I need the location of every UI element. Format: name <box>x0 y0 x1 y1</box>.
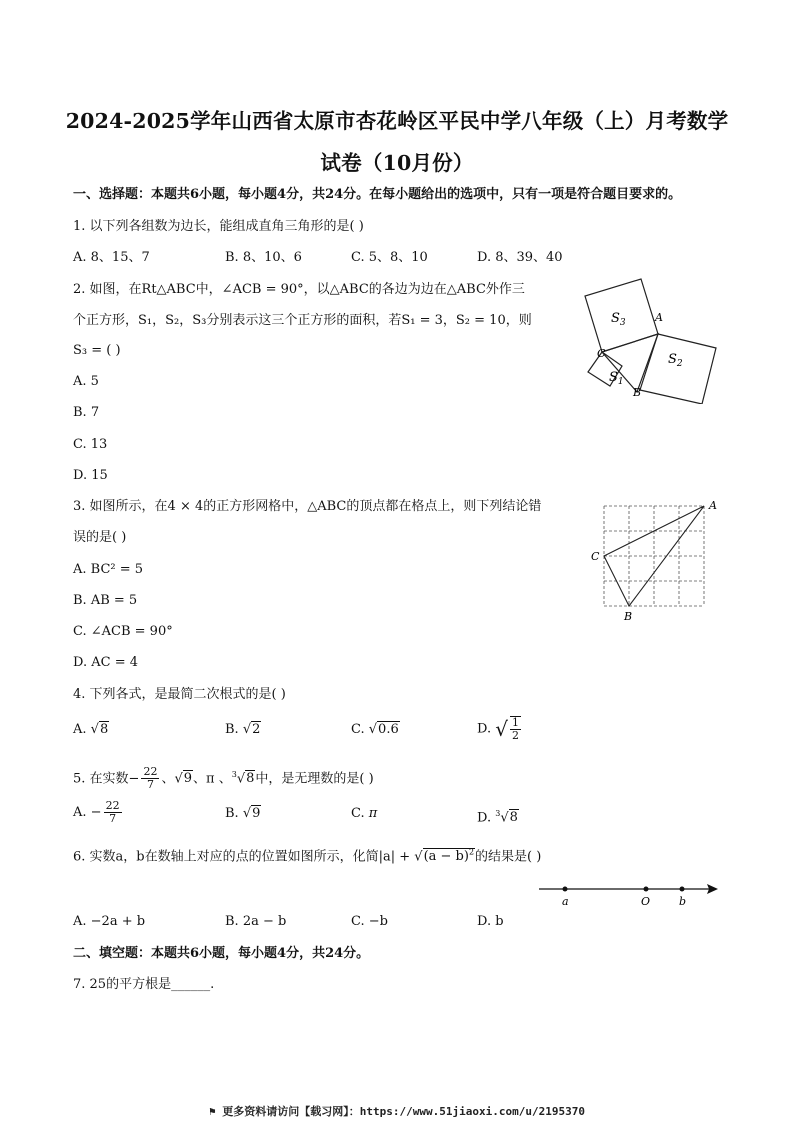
q5-option-c <box>351 805 377 823</box>
q5-option-a-label: A. <box>73 805 87 820</box>
q4-option-d-den: 2 <box>511 729 519 742</box>
q5-option-b-radicand: 9 <box>252 806 261 821</box>
label-b: b <box>679 895 687 908</box>
q1-option-d: D. 8、39、40 <box>477 250 563 265</box>
q6-option-b: B. 2a − b <box>225 914 287 929</box>
label-b: B <box>624 610 633 623</box>
square-s2 <box>640 334 716 404</box>
q1-stem: 1. 以下列各组数为边长，能组成直角三角形的是( ) <box>73 219 364 234</box>
q5-frac-sign: − <box>128 771 140 787</box>
footer-link[interactable]: 更多资料请访问【载习网】：https://www.51jiaoxi.com/u/2195370 <box>222 1105 585 1118</box>
q5-option-b: B. √9 <box>225 806 261 821</box>
q6-radical <box>423 848 475 864</box>
q5-stem-mid2: 、π 、 <box>193 771 232 787</box>
q7-stem: 7. 25的平方根是______. <box>73 977 215 992</box>
q6-radicand: (a − b) <box>423 849 469 865</box>
label-c: C <box>591 550 600 563</box>
q2-stem-line1: 2. 如图，在Rt△ABC中，∠ACB = 90°，以△ABC的各边为边在△ABC外作三 <box>73 282 525 297</box>
q1-option-b: B. 8、10、6 <box>225 250 302 265</box>
q5-stem: 5. 在实数− $\frac{22}{7}$ 、√9、π 、$^3$√8中，是无理数的是( ) <box>73 765 374 792</box>
q6-stem-pre: 6. 实数a，b在数轴上对应的点的位置如图所示，化简|a| + <box>73 849 411 865</box>
q4-option-d-label: D. <box>477 721 492 737</box>
q3-option-b: B. AB = 5 <box>73 593 138 608</box>
q4-option-c: C. √0.6 <box>351 722 399 737</box>
section2-header: 二、填空题：本题共6小题，每小题4分，共24分。 <box>73 946 370 961</box>
q5-option-a-fraction <box>104 800 122 825</box>
q2-option-c: C. 13 <box>73 437 108 452</box>
flag-icon: ⚑ <box>209 1105 216 1118</box>
q1-option-a: A. 8、15、7 <box>73 250 150 265</box>
q5-option-d-index: 3 <box>495 809 501 818</box>
q4-option-b-label: B. <box>225 722 239 737</box>
q2-stem-line2: 个正方形，S₁，S₂，S₃分别表示这三个正方形的面积，若S₁ = 3，S₂ = 10，则 <box>73 313 532 328</box>
q3-option-d: D. AC = 4 <box>73 655 138 670</box>
q5-stem-pre: 5. 在实数 <box>73 771 129 787</box>
q4-option-b-radicand: 2 <box>252 722 261 737</box>
q4-option-c-label: C. <box>351 722 365 737</box>
q2-option-a: A. 5 <box>73 374 99 389</box>
q5-option-d: D. $^3$√8 <box>477 809 518 826</box>
q2-option-b: B. 7 <box>73 405 100 420</box>
point-b <box>680 887 685 892</box>
q4-option-a: A. √8 <box>73 722 109 737</box>
q5-frac-num: 22 <box>143 765 158 779</box>
q5-option-a <box>73 798 124 828</box>
label-s3: $S_3$ <box>611 311 626 328</box>
q5-stem-post: 中，是无理数的是( ) <box>255 771 374 787</box>
q4-option-d-fraction <box>510 716 521 742</box>
q5-option-a-num: 22 <box>105 799 120 812</box>
label-a: a <box>562 895 569 908</box>
grid-lines <box>604 506 704 606</box>
exam-title-line2: 试卷（10月份） <box>320 151 474 175</box>
q5-option-b-label: B. <box>225 806 239 821</box>
label-o: O <box>641 895 651 908</box>
q2-option-d: D. 15 <box>73 468 108 483</box>
footer <box>0 1103 794 1119</box>
q4-option-c-radicand: 0.6 <box>378 722 399 737</box>
label-s2: $S_2$ <box>668 352 683 369</box>
label-s1: $S_1$ <box>609 370 624 387</box>
label-a: A <box>655 311 663 324</box>
q6-option-a: A. −2a + b <box>73 914 146 929</box>
q5-option-d-radicand: 8 <box>509 810 518 826</box>
label-b: B <box>633 386 642 399</box>
exam-title-line1: 2024-2025学年山西省太原市杏花岭区平民中学八年级（上）月考数学 <box>65 109 729 133</box>
q1-option-c: C. 5、8、10 <box>351 250 428 265</box>
q4-option-a-radicand: 8 <box>99 722 109 737</box>
label-a: A <box>709 499 717 512</box>
q4-option-d: D. √ $\frac{1}{2}$ <box>477 716 519 742</box>
q3-stem-line1: 3. 如图所示，在4 × 4的正方形网格中，△ABC的顶点都在格点上，则下列结论错 <box>73 499 542 514</box>
label-c: C <box>597 347 606 360</box>
q3-grid-figure <box>588 496 723 626</box>
q6-exponent: 2 <box>468 848 475 857</box>
q3-option-c: C. ∠ACB = 90° <box>73 624 173 639</box>
q5-option-c-label: C. <box>351 806 365 821</box>
section1-header: 一、选择题：本题共6小题，每小题4分，共24分。在每小题给出的选项中，只有一项是符合题目要求的。 <box>73 187 682 202</box>
point-o <box>644 887 649 892</box>
q6-option-d: D. b <box>477 914 504 929</box>
q6-stem: 6. 实数a，b在数轴上对应的点的位置如图所示，化简$|a| + √(a - b)^2$的结果是( ) <box>73 848 542 865</box>
q6-stem-post: 的结果是( ) <box>475 849 542 865</box>
q5-option-a-sign: − <box>90 805 102 820</box>
q3-stem-line2: 误的是( ) <box>73 530 127 545</box>
q4-option-b: B. √2 <box>225 722 261 737</box>
q6-number-line <box>535 878 725 908</box>
q6-option-c: C. −b <box>351 914 388 929</box>
q5-option-a-den: 7 <box>109 812 117 825</box>
q3-option-a: A. BC² = 5 <box>73 562 144 577</box>
q4-option-a-label: A. <box>73 722 87 737</box>
q5-cbrt-index: 3 <box>231 770 237 779</box>
q5-stem-mid1: 、 <box>161 771 175 787</box>
square-s3 <box>585 279 658 352</box>
q5-fraction <box>141 766 159 791</box>
q5-sqrt9: 9 <box>183 771 193 787</box>
q5-option-d-label: D. <box>477 810 492 826</box>
q5-option-c-value: π <box>368 806 378 821</box>
q5-frac-den: 7 <box>146 778 154 792</box>
q2-squares-figure <box>580 272 725 404</box>
point-a <box>563 887 568 892</box>
q5-cbrt-radicand: 8 <box>246 771 255 787</box>
q2-stem-line3: S₃ = ( ) <box>73 343 121 358</box>
q4-stem: 4. 下列各式，是最简二次根式的是( ) <box>73 687 286 702</box>
q4-option-d-num: 1 <box>511 716 519 729</box>
